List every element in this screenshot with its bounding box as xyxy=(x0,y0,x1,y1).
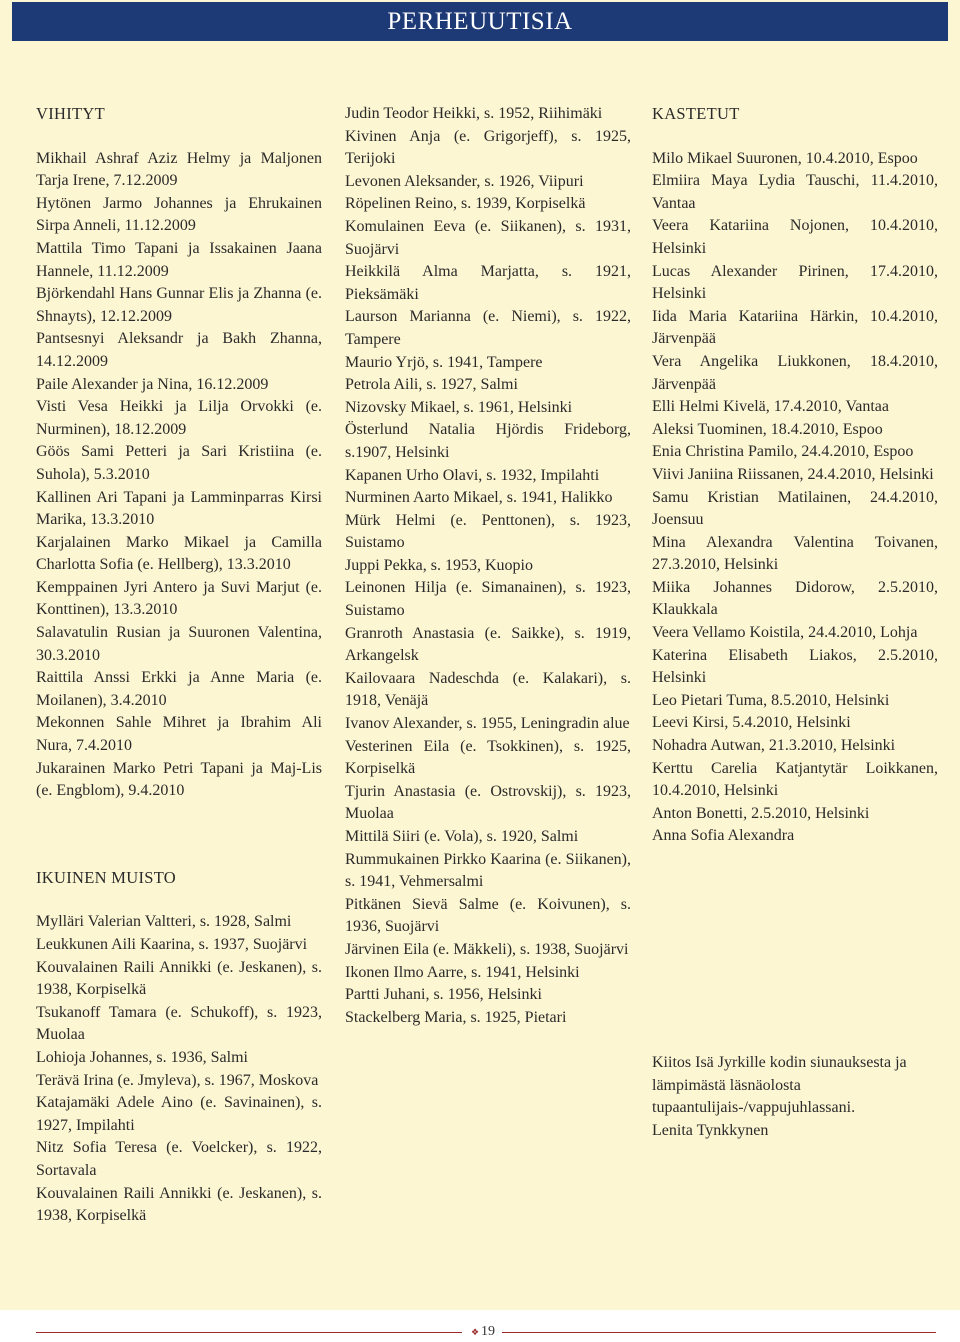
list-item: Anna Sofia Alexandra xyxy=(652,827,795,845)
list-item: Veera Vellamo Koistila, 24.4.2010, Lohja xyxy=(652,624,918,642)
page-footer xyxy=(0,1310,960,1340)
list-item: Nitz Sofia Teresa (e. Voelcker), s. 1922, Sortavala xyxy=(36,1139,322,1179)
column-right xyxy=(652,103,938,848)
list-item: Kerttu Carelia Katjantytär Loikkanen, 10.4.2010, Helsinki xyxy=(652,759,938,800)
column-middle xyxy=(345,103,631,1029)
list-item: Partti Juhani, s. 1956, Helsinki xyxy=(345,986,542,1004)
list-item: Paile Alexander ja Nina, 16.12.2009 xyxy=(36,375,269,393)
list-item: Veera Katariina Nojonen, 10.4.2010, Helsinki xyxy=(652,217,938,257)
ornament-icon: ❖ xyxy=(470,1326,480,1337)
list-item: Mina Alexandra Valentina Toivanen, 27.3.2010, Helsinki xyxy=(652,533,938,574)
list-item: Vesterinen Eila (e. Tsokkinen), s. 1925, Korpiselkä xyxy=(345,737,631,778)
list-item: Enia Christina Pamilo, 24.4.2010, Espoo xyxy=(652,443,914,461)
list-item: Mittilä Siiri (e. Vola), s. 1920, Salmi xyxy=(345,828,579,845)
list-item: Tjurin Anastasia (e. Ostrovskij), s. 1923, Muolaa xyxy=(345,782,631,823)
list-item: Björkendahl Hans Gunnar Elis ja Zhanna (e. Shnayts), 12.12.2009 xyxy=(36,285,322,325)
list-item: Aleksi Tuominen, 18.4.2010, Espoo xyxy=(652,420,883,438)
list-item: Judin Teodor Heikki, s. 1952, Riihimäki xyxy=(345,105,603,122)
list-item: Pitkänen Sievä Salme (e. Koivunen), s. 1936, Suojärvi xyxy=(345,895,631,936)
list-item: Mylläri Valerian Valtteri, s. 1928, Salmi xyxy=(36,913,292,931)
list-item: Kivinen Anja (e. Grigorjeff), s. 1925, Terijoki xyxy=(345,127,631,168)
page-number: 19 xyxy=(481,1324,496,1339)
muisto-list-left xyxy=(36,911,322,1227)
section-heading-muisto: IKUINEN MUISTO xyxy=(36,867,177,887)
list-item: Levonen Aleksander, s. 1926, Viipuri xyxy=(345,172,584,190)
list-item: Katajamäki Adele Aino (e. Savinainen), s. 1927, Impilahti xyxy=(36,1094,322,1134)
list-item: Leevi Kirsi, 5.4.2010, Helsinki xyxy=(652,714,851,732)
list-item: Elli Helmi Kivelä, 17.4.2010, Vantaa xyxy=(652,398,889,416)
thanks-note xyxy=(652,1052,942,1142)
list-item: Raittila Anssi Erkki ja Anne Maria (e. Moilanen), 3.4.2010 xyxy=(36,669,322,709)
list-item: Lohioja Johannes, s. 1936, Salmi xyxy=(36,1048,248,1066)
column-left xyxy=(36,103,322,1228)
list-item: Terävä Irina (e. Jmyleva), s. 1967, Moskova xyxy=(36,1071,319,1089)
list-item: Hytönen Jarmo Johannes ja Ehrukainen Sirpa Anneli, 11.12.2009 xyxy=(36,194,322,235)
list-item: Granroth Anastasia (e. Saikke), s. 1919, Arkangelsk xyxy=(345,624,631,665)
list-item: Göös Sami Petteri ja Sari Kristiina (e. Suhola), 5.3.2010 xyxy=(36,443,322,483)
list-item: Laurson Marianna (e. Niemi), s. 1922, Tampere xyxy=(345,308,631,348)
list-item: Karjalainen Marko Mikael ja Camilla Charlotta Sofia (e. Hellberg), 13.3.2010 xyxy=(36,533,322,574)
list-item: Tsukanoff Tamara (e. Schukoff), s. 1923, Muolaa xyxy=(36,1003,322,1044)
kastetut-list xyxy=(652,148,938,848)
list-item: Mürk Helmi (e. Penttonen), s. 1923, Suistamo xyxy=(345,511,631,552)
list-item: Röpelinen Reino, s. 1939, Korpiselkä xyxy=(345,195,586,213)
vihityt-list xyxy=(36,148,322,803)
list-item: Mattila Timo Tapani ja Issakainen Jaana Hannele, 11.12.2009 xyxy=(36,239,322,280)
list-item: Samu Kristian Matilainen, 24.4.2010, Joensuu xyxy=(652,488,938,529)
list-item: Nurminen Aarto Mikael, s. 1941, Halikko xyxy=(345,489,613,507)
list-item: Kouvalainen Raili Annikki (e. Jeskanen), s. 1938, Korpiselkä xyxy=(36,958,322,999)
list-item: Pantsesnyi Aleksandr ja Bakh Zhanna, 14.12.2009 xyxy=(36,330,322,370)
header-bar xyxy=(12,2,948,41)
list-item: Katerina Elisabeth Liakos, 2.5.2010, Helsinki xyxy=(652,646,938,687)
list-item: Leukkunen Aili Kaarina, s. 1937, Suojärvi xyxy=(36,936,308,953)
list-item: Österlund Natalia Hjördis Frideborg, s.1907, Helsinki xyxy=(345,421,631,461)
section-heading-kastetut: KASTETUT xyxy=(652,104,740,123)
list-item: Kemppainen Jyri Antero ja Suvi Marjut (e. Konttinen), 13.3.2010 xyxy=(36,578,322,619)
section-heading-vihityt: VIHITYT xyxy=(36,104,105,123)
list-item: Nohadra Autwan, 21.3.2010, Helsinki xyxy=(652,737,896,755)
list-item: Järvinen Eila (e. Mäkkeli), s. 1938, Suojärvi xyxy=(345,940,629,958)
list-item: Anton Bonetti, 2.5.2010, Helsinki xyxy=(652,804,870,822)
thanks-text: Kiitos Isä Jyrkille kodin siunauksesta ja lämpimästä läsnäolosta tupaantulijais-/vappujuhlassani. xyxy=(652,1054,907,1117)
list-item: Rummukainen Pirkko Kaarina (e. Siikanen), s. 1941, Vehmersalmi xyxy=(345,850,631,891)
list-item: Miika Johannes Didorow, 2.5.2010, Klaukkala xyxy=(652,578,938,619)
list-item: Heikkilä Alma Marjatta, s. 1921, Pieksämäki xyxy=(345,263,631,303)
list-item: Komulainen Eeva (e. Siikanen), s. 1931, Suojärvi xyxy=(345,217,631,258)
page-number-box xyxy=(462,1322,502,1342)
list-item: Iida Maria Katariina Härkin, 10.4.2010, Järvenpää xyxy=(652,307,938,348)
list-item: Lucas Alexander Pirinen, 17.4.2010, Helsinki xyxy=(652,262,938,303)
list-item: Kapanen Urho Olavi, s. 1932, Impilahti xyxy=(345,466,600,484)
list-item: Kallinen Ari Tapani ja Lamminparras Kirsi Marika, 13.3.2010 xyxy=(36,488,322,529)
list-item: Mekonnen Sahle Mihret ja Ibrahim Ali Nura, 7.4.2010 xyxy=(36,714,322,755)
list-item: Leinonen Hilja (e. Simanainen), s. 1923, Suistamo xyxy=(345,579,631,620)
list-item: Visti Vesa Heikki ja Lilja Orvokki (e. Nurminen), 18.12.2009 xyxy=(36,398,322,438)
list-item: Kouvalainen Raili Annikki (e. Jeskanen), s. 1938, Korpiselkä xyxy=(36,1184,322,1225)
list-item: Maurio Yrjö, s. 1941, Tampere xyxy=(345,353,543,371)
list-item: Jukarainen Marko Petri Tapani ja Maj-Lis (e. Engblom), 9.4.2010 xyxy=(36,759,322,800)
list-item: Kailovaara Nadeschda (e. Kalakari), s. 1918, Venäjä xyxy=(345,669,631,710)
muisto-list-middle xyxy=(345,103,631,1029)
page-title: PERHEUUTISIA xyxy=(387,7,573,35)
list-item: Juppi Pekka, s. 1953, Kuopio xyxy=(345,556,533,574)
list-item: Ikonen Ilmo Aarre, s. 1941, Helsinki xyxy=(345,963,580,981)
list-item: Viivi Janiina Riissanen, 24.4.2010, Helsinki xyxy=(652,465,934,483)
list-item: Milo Mikael Suuronen, 10.4.2010, Espoo xyxy=(652,149,918,167)
list-item: Vera Angelika Liukkonen, 18.4.2010, Järvenpää xyxy=(652,352,938,393)
list-item: Nizovsky Mikael, s. 1961, Helsinki xyxy=(345,398,573,416)
list-item: Stackelberg Maria, s. 1925, Pietari xyxy=(345,1008,567,1026)
list-item: Salavatulin Rusian ja Suuronen Valentina, 30.3.2010 xyxy=(36,624,322,664)
list-item: Leo Pietari Tuma, 8.5.2010, Helsinki xyxy=(652,691,890,709)
thanks-signature: Lenita Tynkkynen xyxy=(652,1121,769,1139)
list-item: Elmiira Maya Lydia Tauschi, 11.4.2010, Vantaa xyxy=(652,172,938,212)
list-item: Ivanov Alexander, s. 1955, Leningradin alue xyxy=(345,715,630,733)
list-item: Petrola Aili, s. 1927, Salmi xyxy=(345,376,518,394)
list-item: Mikhail Ashraf Aziz Helmy ja Maljonen Tarja Irene, 7.12.2009 xyxy=(36,149,322,190)
